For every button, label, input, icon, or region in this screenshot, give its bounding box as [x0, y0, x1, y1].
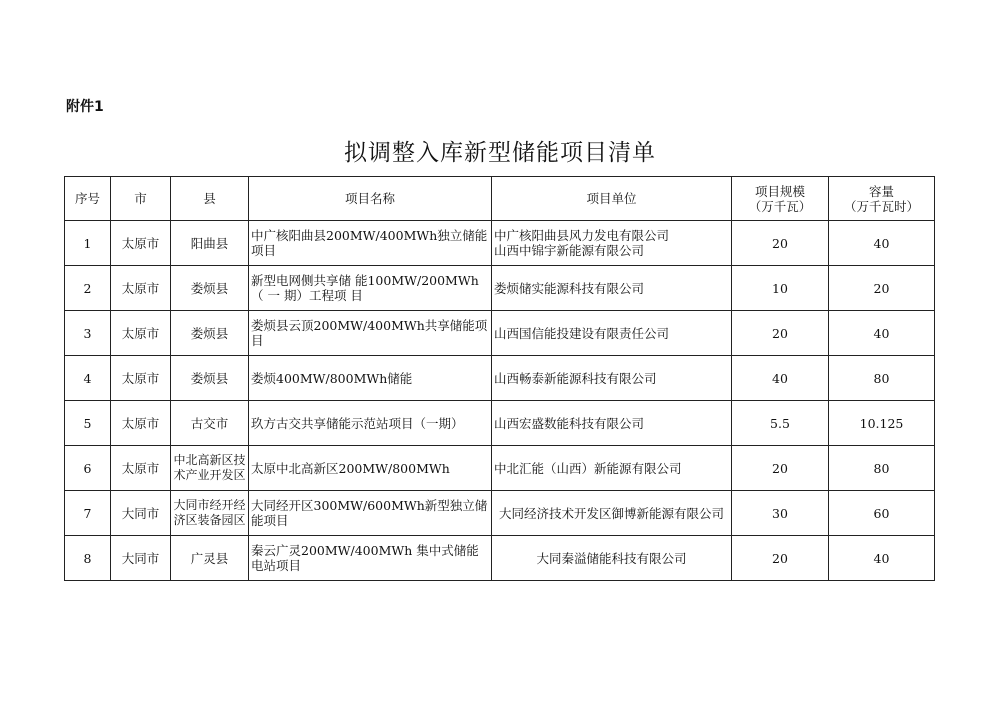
- table-header-row: [65, 177, 935, 221]
- unit-line1: 中广核阳曲县风力发电有限公司: [494, 228, 670, 243]
- table-row: [65, 536, 935, 581]
- project-name-text: 秦云广灵200MW/400MWh 集中式储能电站项目: [251, 543, 479, 573]
- cell-project-name: [249, 446, 492, 491]
- cell-city: 太原市: [111, 356, 171, 401]
- cell-project-name: [249, 536, 492, 581]
- unit-line1: 大同秦溢储能科技有限公司: [536, 550, 687, 566]
- cell-city: 太原市: [111, 221, 171, 266]
- cell-capacity: 80: [829, 446, 935, 491]
- project-name-text: 新型电网侧共享储 能100MW/200MWh（ 一 期）工程项 目: [251, 273, 479, 303]
- table-row: [65, 446, 935, 491]
- cell-project-name: [249, 491, 492, 536]
- cell-capacity: 80: [829, 356, 935, 401]
- cell-capacity: 40: [829, 221, 935, 266]
- header-project-name: 项目名称: [249, 177, 492, 221]
- cell-scale: 10: [732, 266, 829, 311]
- cell-scale: 20: [732, 536, 829, 581]
- unit-line1: 山西宏盛数能科技有限公司: [494, 415, 645, 431]
- cell-county: 娄烦县: [171, 311, 249, 356]
- cell-city: 太原市: [111, 401, 171, 446]
- cell-capacity: 40: [829, 311, 935, 356]
- cell-no: 1: [65, 221, 111, 266]
- cell-no: 6: [65, 446, 111, 491]
- table-row: [65, 491, 935, 536]
- project-name-text: 大同经开区300MW/600MWh新型独立储能项目: [251, 498, 488, 528]
- table-row: [65, 311, 935, 356]
- cell-county: 古交市: [171, 401, 249, 446]
- cell-capacity: 60: [829, 491, 935, 536]
- project-name-text: 玖方古交共享储能示范站项目（一期）: [251, 415, 464, 431]
- cell-project-name: [249, 266, 492, 311]
- cell-capacity: 10.125: [829, 401, 935, 446]
- cell-project-unit: [492, 311, 732, 356]
- cell-project-unit: [492, 356, 732, 401]
- cell-county: [171, 491, 249, 536]
- unit-line1: 大同经济技术开发区御博新能源有限公司: [498, 505, 724, 521]
- header-no: 序号: [65, 177, 111, 221]
- cell-county: 阳曲县: [171, 221, 249, 266]
- cell-scale: 20: [732, 311, 829, 356]
- header-project-unit: 项目单位: [492, 177, 732, 221]
- cell-no: 2: [65, 266, 111, 311]
- cell-scale: 20: [732, 446, 829, 491]
- header-scale-line2: （万千瓦）: [748, 198, 812, 214]
- cell-no: 7: [65, 491, 111, 536]
- cell-project-unit: [492, 491, 732, 536]
- cell-no: 4: [65, 356, 111, 401]
- cell-county: 娄烦县: [171, 266, 249, 311]
- county-text: 大同市经开经济区装备园区: [173, 498, 246, 527]
- annex-label: 附件1: [66, 99, 104, 115]
- header-county: 县: [171, 177, 249, 221]
- table-row: [65, 356, 935, 401]
- cell-scale: 30: [732, 491, 829, 536]
- cell-no: 3: [65, 311, 111, 356]
- cell-scale: 20: [732, 221, 829, 266]
- project-name-text: 中广核阳曲县200MW/400MWh独立储能项目: [251, 228, 488, 258]
- cell-project-name: [249, 356, 492, 401]
- cell-city: 太原市: [111, 311, 171, 356]
- cell-city: 太原市: [111, 446, 171, 491]
- cell-county: [171, 446, 249, 491]
- cell-county: 娄烦县: [171, 356, 249, 401]
- table-row: [65, 266, 935, 311]
- header-capacity-line1: 容量: [868, 183, 894, 199]
- table-row: [65, 221, 935, 266]
- unit-line1: 娄烦储实能源科技有限公司: [494, 280, 645, 296]
- cell-capacity: 40: [829, 536, 935, 581]
- header-scale-line1: 项目规模: [754, 183, 805, 199]
- project-name-text: 娄烦400MW/800MWh储能: [251, 370, 413, 386]
- cell-project-unit: [492, 221, 732, 266]
- cell-project-name: [249, 401, 492, 446]
- header-city: 市: [111, 177, 171, 221]
- cell-project-name: [249, 221, 492, 266]
- cell-project-unit: [492, 536, 732, 581]
- unit-line1: 山西畅泰新能源科技有限公司: [494, 370, 657, 386]
- cell-city: 大同市: [111, 491, 171, 536]
- county-text: 中北高新区技术产业开发区: [173, 453, 246, 482]
- cell-project-unit: [492, 266, 732, 311]
- unit-line2: 山西中锦宇新能源有限公司: [494, 243, 645, 258]
- project-table: [64, 176, 935, 581]
- cell-scale: 40: [732, 356, 829, 401]
- cell-no: 8: [65, 536, 111, 581]
- table-row: [65, 401, 935, 446]
- cell-project-unit: [492, 401, 732, 446]
- cell-capacity: 20: [829, 266, 935, 311]
- cell-city: 大同市: [111, 536, 171, 581]
- cell-city: 太原市: [111, 266, 171, 311]
- cell-county: 广灵县: [171, 536, 249, 581]
- unit-line1: 中北汇能（山西）新能源有限公司: [494, 460, 682, 476]
- page-title: 拟调整入库新型储能项目清单: [344, 140, 656, 166]
- header-scale: [732, 177, 829, 221]
- cell-project-name: [249, 311, 492, 356]
- header-capacity: [829, 177, 935, 221]
- project-name-text: 太原中北高新区200MW/800MWh: [251, 460, 450, 476]
- project-name-text: 娄烦县云顶200MW/400MWh共享储能项目: [251, 318, 488, 348]
- cell-no: 5: [65, 401, 111, 446]
- header-capacity-line2: （万千瓦时）: [843, 198, 919, 214]
- cell-scale: 5.5: [732, 401, 829, 446]
- cell-project-unit: [492, 446, 732, 491]
- unit-line1: 山西国信能投建设有限责任公司: [494, 325, 670, 341]
